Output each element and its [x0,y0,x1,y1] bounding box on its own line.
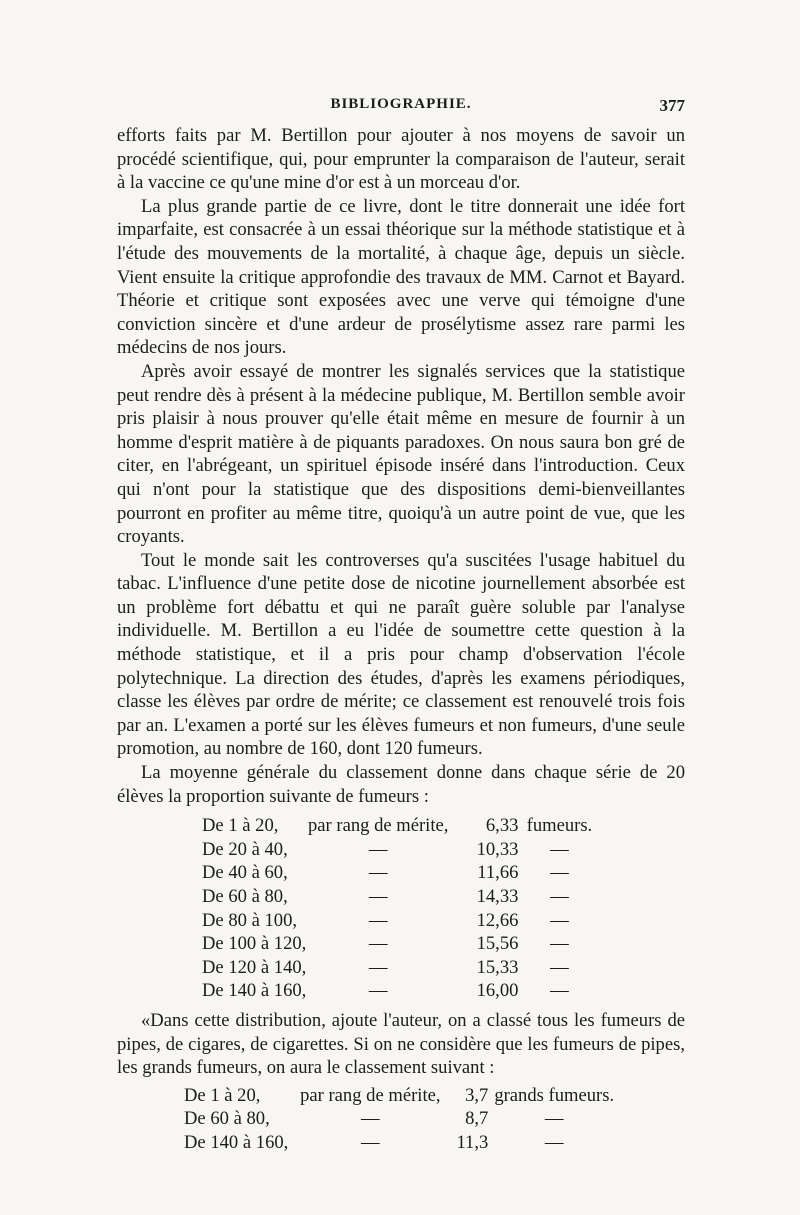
pipe-smokers-table [184,1084,614,1155]
range-cell: De 1 à 20, [184,1084,261,1106]
table-row [202,956,594,980]
value-cell: 8,7 [465,1108,489,1130]
rank-cell: — [368,862,388,884]
unit-cell: fumeurs. [526,815,593,837]
unit-cell: — [550,838,569,860]
value-cell: 14,33 [476,886,519,907]
table-row [184,1084,614,1108]
value-cell: 15,33 [476,956,519,978]
value-cell: 15,56 [476,933,519,955]
rank-cell: — [368,886,388,907]
rank-cell: — [361,1131,380,1153]
range-cell: De 140 à 160, [184,1131,289,1153]
rank-cell: — [368,909,388,931]
range-cell: De 140 à 160, [202,980,307,1002]
rank-cell: — [361,1108,380,1130]
page-number: 377 [659,96,685,115]
paragraph: La plus grande partie de ce livre, dont le titre donnerait une idée fort imparfaite, est consacrée à un essai théorique sur la méthode statistique et à l'étude des mouvements de la mortalité, à chaque âge, depuis un siècle. Vient ensuite la critique approfondie des travaux de MM. Carnot et Bayard. Théorie et critique sont exposées avec une verve qui témoigne d'une conviction sincère et d'une ardeur de prosélytisme assez rare parmi les médecins de nos jours. [117,195,685,359]
rank-cell: par rang de mérite, [308,815,449,837]
unit-cell: grands fumeurs. [494,1084,615,1106]
unit-cell: — [544,1131,564,1153]
rank-cell: — [368,980,388,1002]
table-row [202,909,594,933]
range-cell: De 100 à 120, [202,933,307,955]
value-cell: 11,66 [477,862,519,884]
unit-cell: — [544,1108,564,1130]
value-cell: 16,00 [476,980,519,1002]
value-cell: 11,3 [456,1131,489,1153]
page-body [117,124,685,1155]
unit-cell: — [550,956,569,978]
paragraph: Après avoir essayé de montrer les signalés services que la statistique peut rendre dès à présent à la médecine publique, M. Bertillon semble avoir pris plaisir à nous prouver qu'elle était même en mesure de fournir à un homme d'esprit matière à de piquants paradoxes. On nous saura bon gré de citer, en l'abrégeant, un spirituel épisode inséré dans l'introduction. Ceux qui n'ont pour la statistique que des dispositions demi-bienveillantes pourront en profiter au même titre, quoiqu'à un autre point de vue, que les croyants. [117,360,685,548]
value-cell: 6,33 [485,815,519,837]
paragraph: Tout le monde sait les controverses qu'a suscitées l'usage habituel du tabac. L'influence d'une petite dose de nicotine journellement absorbée est un problème fort débattu et qui ne paraît guère soluble par l'analyse individuelle. M. Bertillon a eu l'idée de soumettre cette question à la méthode statistique, et il a pris pour champ d'observation l'école polytechnique. La direction des études, d'après les examens périodiques, classe les élèves par ordre de mérite; ce classement est renouvelé trois fois par an. L'examen a porté sur les élèves fumeurs et non fumeurs, d'une seule promotion, au nombre de 160, dont 120 fumeurs. [117,549,685,760]
table-row [202,885,594,909]
value-cell: 12,66 [476,909,519,931]
paragraph: «Dans cette distribution, ajoute l'auteur, on a classé tous les fumeurs de pipes, de cigares, de cigarettes. Si on ne considère que les fumeurs de pipes, les grands fumeurs, on aura le classement suivant : [117,1009,685,1079]
range-cell: De 60 à 80, [184,1108,270,1130]
table-row [184,1107,614,1131]
paragraph: efforts faits par M. Bertillon pour ajouter à nos moyens de savoir un procédé scientifique, qui, pour emprunter la comparaison de l'auteur, serait à la vaccine ce qu'une mine d'or est à un morceau d'or. [117,125,685,194]
range-cell: De 80 à 100, [202,909,298,931]
table-row [202,932,594,956]
value-cell: 10,33 [476,838,519,860]
table-row [202,838,594,862]
page-header [117,96,685,120]
smokers-table [202,814,594,1003]
range-cell: De 60 à 80, [202,886,288,907]
range-cell: De 120 à 140, [202,956,307,978]
rank-cell: — [368,838,388,860]
running-title: BIBLIOGRAPHIE. [330,96,472,112]
rank-cell: par rang de mérite, [300,1084,441,1106]
table-row [202,814,594,838]
range-cell: De 20 à 40, [202,838,288,860]
value-cell: 3,7 [465,1084,489,1106]
unit-cell: — [550,862,569,884]
rank-cell: — [368,933,388,955]
range-cell: De 1 à 20, [202,815,279,837]
unit-cell: — [550,886,569,907]
paragraph: La moyenne générale du classement donne dans chaque série de 20 élèves la proportion suivante de fumeurs : [117,762,685,807]
unit-cell: — [550,980,569,1002]
range-cell: De 40 à 60, [202,862,288,884]
table-row [202,861,594,885]
unit-cell: — [550,909,569,931]
table-row [202,979,594,1003]
unit-cell: — [550,933,569,955]
table-row [184,1131,614,1155]
rank-cell: — [368,956,388,978]
